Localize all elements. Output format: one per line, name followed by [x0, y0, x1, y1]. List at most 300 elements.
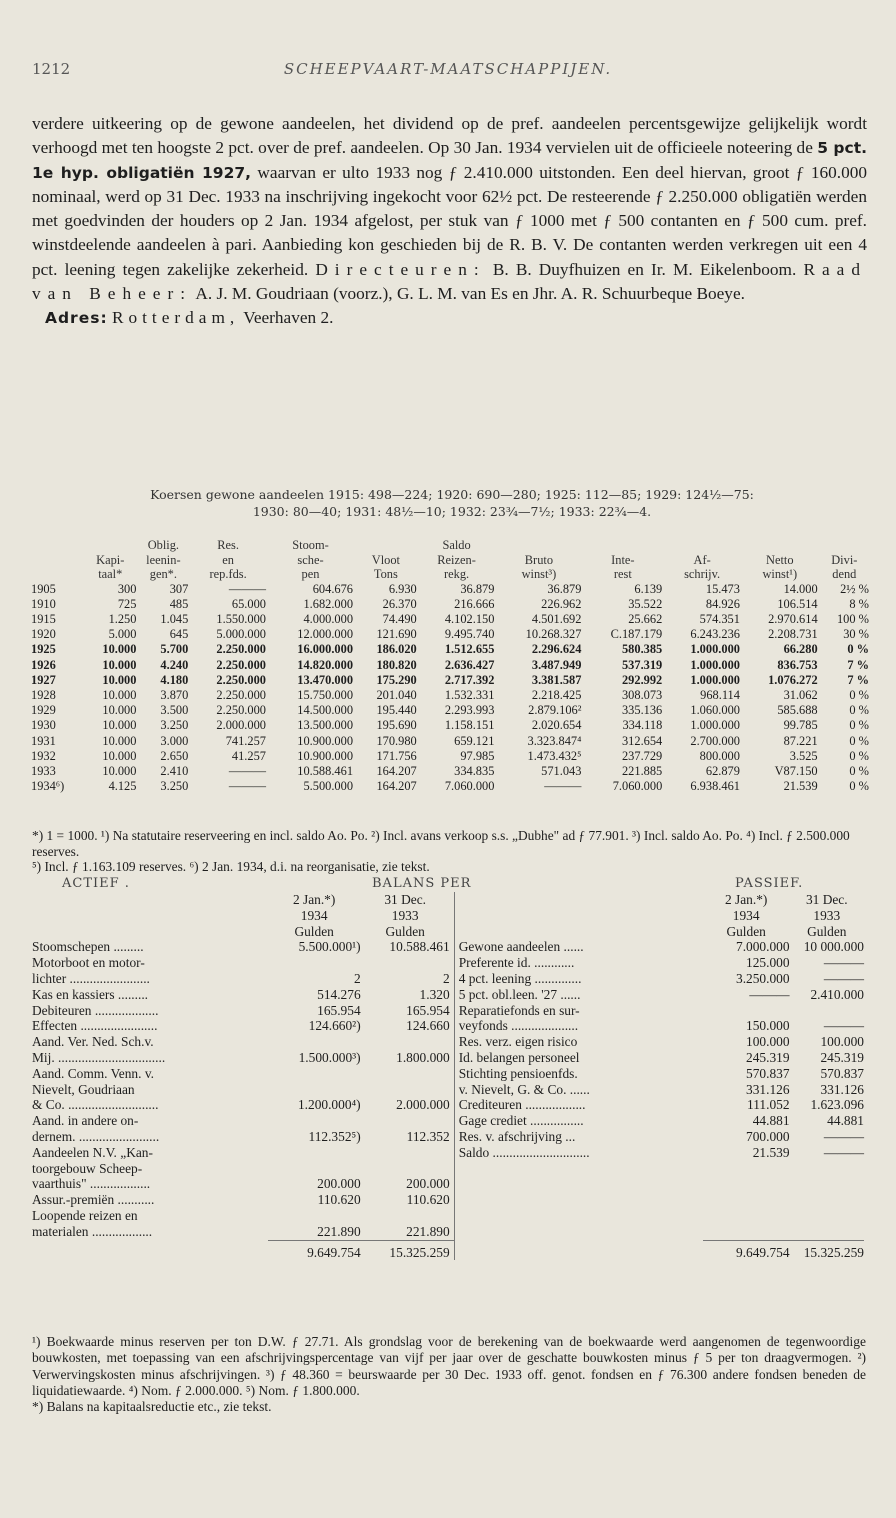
statistics-cell: 308.073 [621, 687, 663, 702]
statistics-cell: 14.000 [783, 581, 818, 596]
balance-item-value [268, 1208, 361, 1224]
statistics-year: 1915 [31, 611, 56, 626]
balance-item-value: 245.319 [746, 1049, 790, 1065]
statistics-cell: 1.076.272 [768, 672, 818, 687]
balance-item-value [268, 1034, 361, 1050]
balance-row [32, 1161, 864, 1177]
balance-table [32, 892, 864, 1260]
balance-item-value [268, 1082, 361, 1098]
statistics-row [30, 718, 870, 733]
statistics-cell: 180.820 [376, 657, 417, 672]
statistics-cell: 4.125 [108, 779, 137, 794]
year-header [30, 538, 83, 582]
statistics-cell: 0 % [849, 779, 869, 794]
statistics-cell: 10.000 [102, 657, 137, 672]
balance-item-value: 10.588.461 [361, 939, 455, 955]
text-segment: waarvan er ulto 1933 nog ƒ 2.410.000 uitstonden. Een deel hiervan, groot ƒ 160.000 nominaal, werd op 31 Dec. 1933 na inschrijving ingekocht voor 62½ pct. De resteerende ƒ 2.250.000 obligatiën werden met goedvinden der houders op 2 Jan. 1934 afgelost, per stuk van ƒ 1000 met ƒ 500 contanten en ƒ 500 cum. pref. winstdeelende aandeelen à pari. Aanbieding kon geschieden bij de R. B. V. De contanten werden verkregen uit een 4 pct. leening tegen zakelijke zekerheid. [32, 162, 867, 279]
statistics-cell: 97.985 [460, 748, 495, 763]
balance-item-value: 21.539 [752, 1144, 790, 1160]
statistics-cell: 292.992 [621, 672, 663, 687]
statistics-row [30, 597, 870, 612]
statistics-cell: 226.962 [541, 596, 582, 611]
balance-item-value: 110.620 [361, 1192, 455, 1208]
balance-item-label: Mij. ................................ [32, 1049, 166, 1065]
balance-item-value [703, 1176, 790, 1192]
address-street: Veerhaven 2. [239, 308, 334, 328]
statistics-cell: 0 % [849, 763, 869, 778]
bond-name: 5 pct. 1e hyp. obligatiën 1927, [32, 139, 868, 182]
balance-item-value [361, 1145, 455, 1161]
total-liabilities-1934: 9.649.754 [703, 1240, 790, 1260]
statistics-cell: 41.257 [231, 748, 266, 763]
statistics-cell: 1.045 [160, 611, 189, 626]
balance-item-value [268, 955, 361, 971]
balance-item-value: 111.052 [747, 1097, 790, 1113]
statistics-row [30, 642, 870, 657]
balance-item-label: Reparatiefonds en sur- [458, 1002, 580, 1018]
statistics-cell: 3.000 [160, 733, 189, 748]
statistics-cell: 4.501.692 [531, 611, 582, 626]
balance-item-value [268, 1145, 361, 1161]
statistics-year: 1931 [31, 733, 56, 748]
statistics-cell: 2.717.392 [444, 672, 495, 687]
share-prices-line-2: 1930: 80—40; 1931: 48½—10; 1932: 23¾—7½; 1933: 22¾—4. [252, 504, 652, 519]
statistics-cell: 2.250.000 [216, 687, 266, 702]
balance-item-value: ——— [749, 986, 790, 1002]
statistics-cell: 2.020.654 [531, 718, 582, 733]
balance-item-label: v. Nievelt, G. & Co. ...... [458, 1081, 590, 1097]
statistics-cell: 10.000 [102, 687, 137, 702]
balance-item-label: veyfonds .................... [458, 1018, 579, 1034]
balance-item-label [454, 1176, 703, 1192]
balance-item-label: Res. verz. eigen risico [458, 1034, 578, 1050]
total-assets-1934: 9.649.754 [268, 1240, 361, 1260]
balance-item-label: Aand. Ver. Ned. Sch.v. [32, 1034, 154, 1050]
statistics-cell: 2.296.624 [531, 642, 582, 657]
statistics-cell: 36.879 [547, 581, 582, 596]
statistics-cell: 237.729 [621, 748, 663, 763]
statistics-cell: 6.930 [388, 581, 417, 596]
balance-item-value: 150.000 [746, 1018, 790, 1034]
balance-item-value: 570.837 [820, 1065, 864, 1081]
balance-item-label: Motorboot en motor- [32, 955, 145, 971]
statistics-cell: 0 % [849, 703, 869, 718]
statistics-cell: 10.000 [102, 763, 137, 778]
balance-item-label: Gage crediet ................ [458, 1113, 584, 1129]
statistics-cell: 106.514 [777, 596, 818, 611]
balance-item-label: Id. belangen personeel [458, 1049, 580, 1065]
balance-item-value: 2 [353, 970, 361, 986]
balance-item-value [790, 1224, 864, 1240]
col-header: 2 Jan.*) [292, 892, 336, 907]
statistics-cell: 10.000 [102, 642, 137, 657]
balance-row [32, 1129, 864, 1145]
statistics-cell: 2.000.000 [216, 718, 266, 733]
balance-row [32, 971, 864, 987]
balance-item-label: & Co. ........................... [32, 1097, 159, 1113]
balance-item-label [454, 1224, 703, 1240]
statistics-cell: 74.490 [382, 611, 417, 626]
statistics-cell: 300 [117, 581, 137, 596]
balance-item-label: toorgebouw Scheep- [32, 1160, 143, 1176]
statistics-cell: 3.525 [789, 748, 818, 763]
address-line [32, 306, 867, 330]
balance-item-value: 165.954 [317, 1002, 361, 1018]
statistics-cell: 14.820.000 [297, 657, 354, 672]
statistics-cell: 10.900.000 [297, 748, 354, 763]
statistics-cell: 335.136 [621, 703, 663, 718]
statistics-cell: 1.000.000 [690, 657, 740, 672]
statistics-cell: 1.000.000 [690, 642, 740, 657]
statistics-cell: 659.121 [454, 733, 495, 748]
statistics-year: 1933 [31, 763, 56, 778]
statistics-cell: 5.500.000 [303, 779, 354, 794]
balance-row [32, 1113, 864, 1129]
statistics-row [30, 764, 870, 779]
balance-item-label: Res. v. afschrijving ... [458, 1128, 576, 1144]
statistics-cell: 2.410 [160, 763, 189, 778]
statistics-cell: ——— [228, 779, 266, 794]
balance-item-value: 1.320 [361, 987, 455, 1003]
statistics-cell: V87.150 [774, 763, 818, 778]
balance-item-value: ——— [823, 1144, 864, 1160]
col-header: Gulden [726, 923, 766, 939]
statistics-cell: 3.250 [160, 779, 189, 794]
statistics-cell: 100 % [836, 611, 869, 626]
balance-item-value [790, 1192, 864, 1208]
statistics-row [30, 612, 870, 627]
balance-item-value: 100.000 [746, 1034, 790, 1050]
balance-item-label: Loopende reizen en [32, 1207, 138, 1223]
statistics-cell: 2½ % [840, 581, 869, 596]
statistics-row [30, 627, 870, 642]
col-header: Gulden [807, 923, 847, 939]
balance-item-value: 331.126 [820, 1081, 864, 1097]
balance-item-value: 124.660²) [308, 1018, 361, 1034]
balance-item-value [268, 1113, 361, 1129]
balance-row [32, 1066, 864, 1082]
statistics-cell: 2.636.427 [444, 657, 495, 672]
statistics-cell: 121.690 [376, 627, 417, 642]
balance-item-label: Preferente id. ............ [458, 955, 575, 971]
balance-item-label: Debiteuren ................... [32, 1002, 159, 1018]
statistics-cell: 8 % [849, 596, 869, 611]
balance-item-value: 221.890 [317, 1223, 361, 1239]
statistics-cell: 571.043 [541, 763, 582, 778]
balance-item-value: 125.000 [746, 955, 790, 971]
balance-item-value: ——— [823, 1128, 864, 1144]
statistics-cell: 4.102.150 [444, 611, 495, 626]
balance-item-value: 2.410.000 [810, 986, 864, 1002]
statistics-cell: 1.532.331 [444, 687, 495, 702]
statistics-cell: 164.207 [376, 779, 417, 794]
balance-item-value: 1.623.096 [810, 1097, 864, 1113]
statistics-cell: 164.207 [376, 763, 417, 778]
balance-item-value: 100.000 [820, 1034, 864, 1050]
statistics-cell: 195.440 [376, 703, 417, 718]
statistics-row [30, 582, 870, 597]
statistics-column-header: Bruto winst³) [521, 552, 557, 581]
statistics-cell: 87.221 [783, 733, 818, 748]
statistics-cell: 2.293.993 [444, 703, 495, 718]
balance-item-value: 44.881 [752, 1113, 790, 1129]
statistics-cell: 14.500.000 [297, 703, 354, 718]
statistics-cell: 6.139 [634, 581, 663, 596]
statistics-cell: 1.473.432⁵ [527, 748, 582, 763]
balance-row [32, 1192, 864, 1208]
statistics-cell: ——— [544, 779, 582, 794]
statistics-row [30, 673, 870, 688]
balance-item-value: 5.500.000¹) [298, 939, 361, 955]
statistics-cell: 10.268.327 [525, 627, 582, 642]
address-city: Rotterdam, [111, 308, 240, 328]
balance-item-value [361, 1113, 455, 1129]
balance-item-value [361, 1066, 455, 1082]
statistics-cell: 3.323.847⁴ [527, 733, 582, 748]
balance-item-label: Aand. Comm. Venn. v. [32, 1065, 154, 1081]
statistics-notes [32, 828, 868, 875]
statistics-row [30, 734, 870, 749]
statistics-cell: 13.500.000 [297, 718, 354, 733]
balance-item-value [268, 1066, 361, 1082]
statistics-cell: 3.381.587 [531, 672, 582, 687]
statistics-cell: 175.290 [376, 672, 417, 687]
statistics-cell: ——— [228, 763, 266, 778]
statistics-cell: 65.000 [231, 596, 266, 611]
statistics-year: 1930 [31, 718, 56, 733]
statistics-cell: 604.676 [312, 581, 354, 596]
statistics-year: 1920 [31, 627, 56, 642]
balance-item-value: ——— [823, 955, 864, 971]
balance-item-value: 514.276 [317, 986, 361, 1002]
balance-item-label: Stichting pensioenfds. [458, 1065, 578, 1081]
page-number: 1212 [32, 60, 71, 78]
statistics-cell: 221.885 [621, 763, 663, 778]
statistics-row [30, 703, 870, 718]
statistics-cell: 10.000 [102, 672, 137, 687]
statistics-cell: 3.500 [160, 703, 189, 718]
balance-item-value: 124.660 [361, 1018, 455, 1034]
statistics-cell: 1.000.000 [690, 672, 740, 687]
share-prices-line-1: Koersen gewone aandeelen 1915: 498—224; 1920: 690—280; 1925: 112—85; 1929: 124½—75: [150, 487, 754, 502]
statistics-row [30, 688, 870, 703]
balance-item-label: Stoomschepen ......... [32, 939, 144, 955]
statistics-column-header: Divi- dend [831, 552, 858, 581]
statistics-cell: 968.114 [700, 687, 740, 702]
balance-item-value: 1.800.000 [361, 1050, 455, 1066]
balance-item-label: 4 pct. leening .............. [458, 970, 582, 986]
balance-item-label: Aandeelen N.V. „Kan- [32, 1144, 153, 1160]
statistics-year: 1905 [31, 581, 56, 596]
statistics-cell: 84.926 [705, 596, 740, 611]
statistics-cell: 2.970.614 [768, 611, 818, 626]
balance-item-value: 700.000 [746, 1128, 790, 1144]
statistics-column-header: Oblig. leenin- gen*. [146, 538, 181, 581]
total-liabilities-1933: 15.325.259 [790, 1240, 864, 1260]
balance-row [32, 955, 864, 971]
balance-item-label: Crediteuren .................. [458, 1097, 586, 1113]
statistics-cell: 5.000 [108, 627, 137, 642]
balance-item-value [361, 1082, 455, 1098]
statistics-cell: 312.654 [621, 733, 663, 748]
statistics-cell: 5.000.000 [216, 627, 266, 642]
statistics-cell: 645 [169, 627, 189, 642]
statistics-column-header: Kapi- taal* [96, 552, 125, 581]
running-title: SCHEEPVAART-MAATSCHAPPIJEN. [283, 60, 613, 78]
balance-item-value: 331.126 [746, 1081, 790, 1097]
statistics-cell: 216.666 [454, 596, 495, 611]
statistics-cell: 4.000.000 [303, 611, 354, 626]
share-prices [32, 486, 872, 520]
statistics-cell: 7.060.000 [612, 779, 663, 794]
balance-heading [32, 876, 864, 892]
statistics-cell: 1.250 [108, 611, 137, 626]
balance-item-value [703, 1003, 790, 1019]
statistics-note-2: ⁵) Incl. ƒ 1.163.109 reserves. ⁶) 2 Jan. 1934, d.i. na reorganisatie, zie tekst. [32, 859, 430, 875]
statistics-year: 1934⁶) [31, 779, 65, 794]
balance-item-label: vaarthuis" .................. [32, 1176, 151, 1192]
balance-item-label: Effecten ....................... [32, 1018, 158, 1034]
balance-item-label: lichter ........................ [32, 970, 150, 986]
col-header: 1933 [391, 907, 419, 923]
statistics-cell: 0 % [847, 642, 869, 657]
statistics-year: 1929 [31, 703, 56, 718]
col-header: 31 Dec. [805, 892, 848, 907]
statistics-cell: 3.870 [160, 687, 189, 702]
statistics-cell: 7 % [847, 672, 869, 687]
balance-column-header [32, 908, 864, 924]
statistics-cell: 25.662 [628, 611, 663, 626]
statistics-row [30, 749, 870, 764]
balance-item-label: dernem. ........................ [32, 1128, 160, 1144]
balance-item-label: Gewone aandeelen ...... [458, 939, 584, 955]
statistics-cell: 1.158.151 [444, 718, 495, 733]
balance-item-label: Nievelt, Goudriaan [32, 1081, 135, 1097]
balance-item-value: 112.352⁵) [308, 1128, 361, 1144]
statistics-cell: 307 [169, 581, 189, 596]
statistics-cell: 741.257 [225, 733, 266, 748]
assets-heading: ACTIEF . [62, 876, 130, 891]
balance-item-label: Saldo ............................. [458, 1144, 590, 1160]
statistics-cell: C.187.179 [610, 627, 663, 642]
statistics-column-header: Af- schrijv. [684, 552, 721, 581]
balance-item-value: ——— [823, 970, 864, 986]
balance-row [32, 1097, 864, 1113]
statistics-cell: 171.756 [376, 748, 417, 763]
board-names: A. J. M. Goudriaan (voorz.), G. L. M. van Es en Jhr. A. R. Schuurbeque Boeye. [192, 284, 745, 304]
statistics-column-header: Res. en rep.fds. [209, 538, 247, 581]
statistics-cell: 10.000 [102, 733, 137, 748]
balance-column-header [32, 892, 864, 908]
statistics-cell: 0 % [849, 687, 869, 702]
statistics-cell: 16.000.000 [297, 642, 354, 657]
balance-item-label: materialen .................. [32, 1224, 153, 1240]
statistics-cell: 4.180 [160, 672, 189, 687]
statistics-cell: 2.650 [160, 748, 189, 763]
statistics-cell: 334.118 [622, 718, 663, 733]
balance-item-value [361, 955, 455, 971]
statistics-year: 1910 [31, 596, 56, 611]
statistics-cell: 2.218.425 [531, 687, 582, 702]
statistics-column-header: Netto winst¹) [762, 552, 798, 581]
statistics-cell: 1.512.655 [444, 642, 495, 657]
company-description [32, 112, 867, 331]
statistics-cell: 334.835 [454, 763, 495, 778]
col-header: 1933 [813, 907, 841, 923]
statistics-cell: 201.040 [376, 687, 417, 702]
col-header: 31 Dec. [384, 892, 426, 907]
statistics-cell: 2.700.000 [690, 733, 740, 748]
balance-item-value: 44.881 [827, 1113, 864, 1129]
balance-body [32, 939, 864, 1240]
statistics-cell: 1.682.000 [303, 596, 354, 611]
balance-row [32, 1003, 864, 1019]
statistics-row [30, 658, 870, 673]
statistics-cell: 66.280 [783, 642, 818, 657]
balance-row [32, 939, 864, 955]
statistics-cell: 195.690 [376, 718, 417, 733]
balance-item-value: 570.837 [746, 1065, 790, 1081]
statistics-cell: 0 % [849, 748, 869, 763]
statistics-column-header: Stoom- sche- pen [292, 538, 329, 581]
statistics-cell: 30 % [843, 627, 869, 642]
statistics-cell: 9.495.740 [444, 627, 495, 642]
statistics-cell: 2.250.000 [216, 672, 266, 687]
balance-item-value [361, 1034, 455, 1050]
balance-item-value: 165.954 [361, 1003, 455, 1019]
balance-totals [32, 1240, 864, 1260]
statistics-cell: 13.470.000 [297, 672, 354, 687]
statistics-cell: 580.385 [621, 642, 663, 657]
balance-item-value [790, 1003, 864, 1019]
statistics-cell: 170.980 [376, 733, 417, 748]
balance-item-label [454, 1192, 703, 1208]
col-header: Gulden [294, 923, 334, 939]
statistics-cell: 10.000 [102, 703, 137, 718]
balance-item-value [361, 1161, 455, 1177]
balance-item-label [454, 1208, 703, 1224]
page-header [32, 60, 864, 82]
balance-item-value [703, 1208, 790, 1224]
statistics-header-row [30, 538, 870, 582]
statistics-cell: 2.250.000 [216, 657, 266, 672]
statistics-cell: 35.522 [628, 596, 663, 611]
balance-row [32, 1224, 864, 1240]
statistics-cell: 7.060.000 [444, 779, 495, 794]
balance-item-label: Kas en kassiers ......... [32, 986, 149, 1002]
statistics-cell: 186.020 [376, 642, 417, 657]
col-header: 1934 [300, 907, 328, 923]
statistics-cell: 1.060.000 [690, 703, 740, 718]
statistics-cell: 10.000 [102, 748, 137, 763]
balance-item-value [268, 1161, 361, 1177]
statistics-cell: 537.319 [621, 657, 663, 672]
statistics-table [30, 538, 870, 794]
statistics-cell: 836.753 [777, 657, 818, 672]
directors-names: B. B. Duyfhuizen en Ir. M. Eikelenboom. [485, 259, 804, 279]
balance-item-value [703, 1192, 790, 1208]
balance-row [32, 1208, 864, 1224]
statistics-cell: 21.539 [783, 779, 818, 794]
balance-item-value: 2.000.000 [361, 1097, 455, 1113]
statistics-cell: 99.785 [783, 718, 818, 733]
statistics-body [30, 582, 870, 795]
statistics-cell: 2.250.000 [216, 703, 266, 718]
statistics-year: 1927 [31, 672, 56, 687]
statistics-year: 1932 [31, 748, 56, 763]
balance-item-value: 200.000 [361, 1176, 455, 1192]
balance-item-label: Aand. in andere on- [32, 1113, 139, 1129]
